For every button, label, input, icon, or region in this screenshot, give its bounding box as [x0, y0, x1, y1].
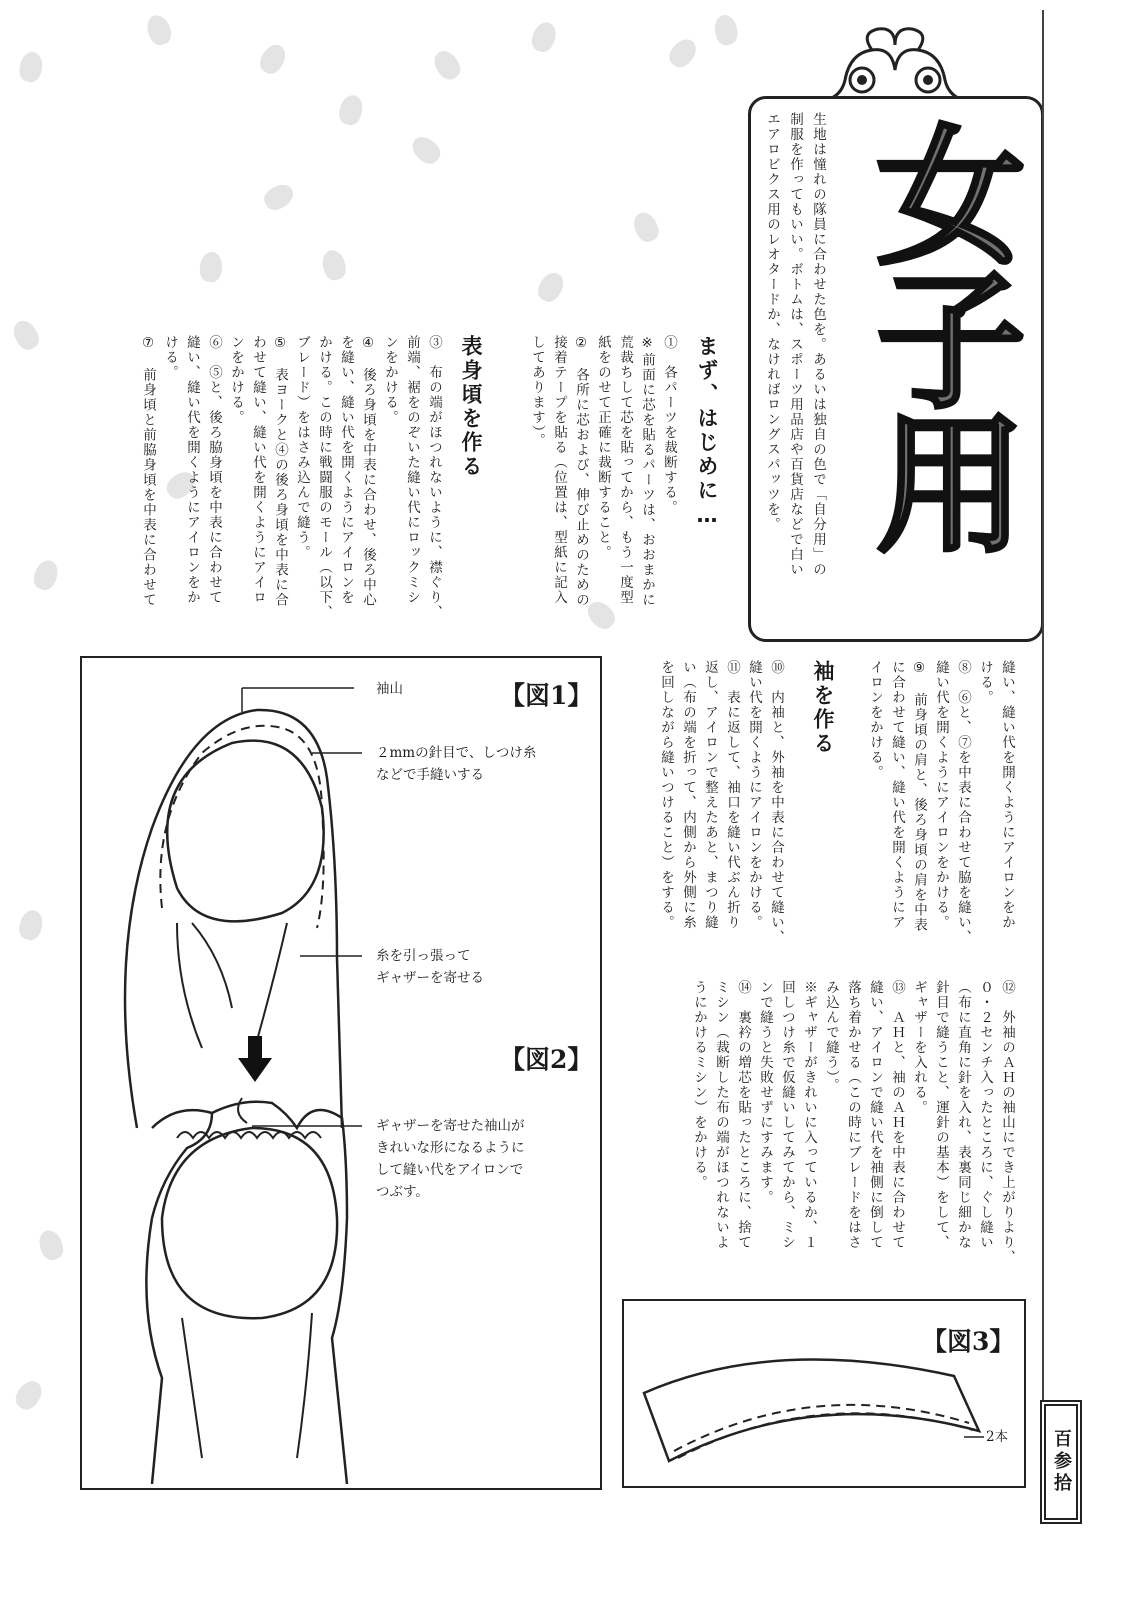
section-heading-first: まず、はじめに…	[695, 335, 719, 530]
petal-decoration	[529, 19, 560, 55]
petal-decoration	[630, 209, 663, 245]
figure-3-label: 【図3】	[922, 1327, 1015, 1356]
petal-decoration	[11, 1376, 46, 1413]
intro-text: 生地は憧れの隊員に合わせた色を。あるいは独自の色で「自分用」の 制服を作ってもいい。ボトムは、スポーツ用品店や百貨店などで白い エアロビクス用のレオタードか、なければロングスパッツを。	[764, 112, 826, 577]
petal-decoration	[18, 50, 45, 83]
figure-3-callout: 2本	[986, 1429, 1009, 1445]
petal-decoration	[9, 317, 43, 354]
petal-decoration	[36, 1227, 67, 1263]
page-title: 女子用	[850, 118, 1026, 550]
petal-decoration	[534, 269, 568, 306]
petal-decoration	[665, 34, 701, 71]
section-heading-sleeve: 袖を作る	[811, 660, 835, 756]
section-body-sleeve-b: ⑫ 外袖のＡＨの袖山にでき上がりより、 ０・２センチ入ったところに、ぐし縫い （布に直角に針を入れ、表裏同じ細かな 針目で縫うこと、運針の基本）をして、 ギャザーを入れる。 ⑬ ＡＨと、袖のＡＨを中表に合わせて 縫い、アイロンで縫い代を袖側に倒して 落ち着かせる（この時にブレードをはさ み込んで縫う）。 ※ギャザーがきれいに入っているか、１ 回しつけ糸で仮縫いしてみてから、ミシ ンで縫うと失敗せずにすみます。 ⑭ 裏衿の増芯を貼ったところに、捨て ミシン（裁断した布の端がほつれないよ うにかけるミシン）をかける。	[691, 980, 1015, 1265]
petal-decoration	[261, 180, 298, 214]
figure-2-callout: ギャザーを寄せた袖山が きれいな形になるように して縫い代をアイロンで つぶす。	[376, 1118, 525, 1200]
section-body-sleeve-a: ⑩ 内袖と、外袖を中表に合わせて縫い、 縫い代を開くようにアイロンをかける。 ⑪ 表に返して、袖口を縫い代ぶん折り 返し、アイロンで整えたあと、まつり縫 い（布の端を折って、内側から外側に糸 を回しながら縫いつけること）をする。	[658, 660, 784, 945]
section-body-first: ① 各パーツを裁断する。 ※前面に芯を貼るパーツは、おおまかに 荒裁ちして芯を貼ってから、もう一度型 紙をのせて正確に裁断すること。 ② 各所に芯および、伸び止めのための 接着テープを貼る（位置は、型紙に記入 してあります）。	[529, 335, 677, 608]
right-margin-rule	[1042, 10, 1044, 1410]
petal-decoration	[336, 93, 365, 128]
petal-decoration	[144, 12, 175, 48]
figure-1-callout-stitch: ２mmの針目で、しつけ糸 などで手縫いする	[376, 745, 537, 783]
petal-decoration	[407, 132, 444, 168]
section-body-body-front: ③ 布の端がほつれないように、襟ぐり、 前端、裾をのぞいた縫い代にロックミシ ンをかける。 ④ 後ろ身頃を中表に合わせ、後ろ中心 を縫い、縫い代を開くようにアイロンを かける。この時に戦闘服のモール（以下、 ブレード）をはさみ込んで縫う。 ⑤ 表ヨークと④の後ろ身頃を中表に合 わせて縫い、縫い代を開くようにアイロ ンをかける。 ⑥ ⑤と、後ろ脇身頃を中表に合わせて 縫い、縫い代を開くようにアイロンをか ける。 ⑦ 前身頃と前脇身頃を中表に合わせて	[140, 335, 442, 620]
petal-decoration	[713, 13, 740, 46]
petal-decoration	[319, 248, 348, 283]
figure-1-callout-gather: 糸を引っ張って ギャザーを寄せる	[376, 948, 484, 986]
section-heading-body-front: 表身頃を作る	[459, 335, 483, 479]
figure-1-label: 【図1】	[500, 681, 593, 710]
petal-decoration	[256, 41, 290, 78]
petal-decoration	[429, 46, 464, 83]
figure-1-callout-top: 袖山	[376, 681, 403, 697]
page-number: 百参拾	[1044, 1404, 1078, 1520]
figure-2-label: 【図2】	[500, 1045, 593, 1074]
figure-3-drawing	[624, 1301, 1020, 1482]
section-body-continued: 縫い、縫い代を開くようにアイロンをか ける。 ⑧ ⑥と、⑦を中表に合わせて脇を縫い、 縫い代を開くようにアイロンをかける。 ⑨ 前身頃の肩と、後ろ身頃の肩を中表 に合わせて縫い、縫い代を開くようにア イロンをかける。	[867, 660, 1015, 945]
petal-decoration	[199, 251, 224, 283]
petal-decoration	[31, 557, 62, 593]
petal-decoration	[16, 908, 45, 943]
